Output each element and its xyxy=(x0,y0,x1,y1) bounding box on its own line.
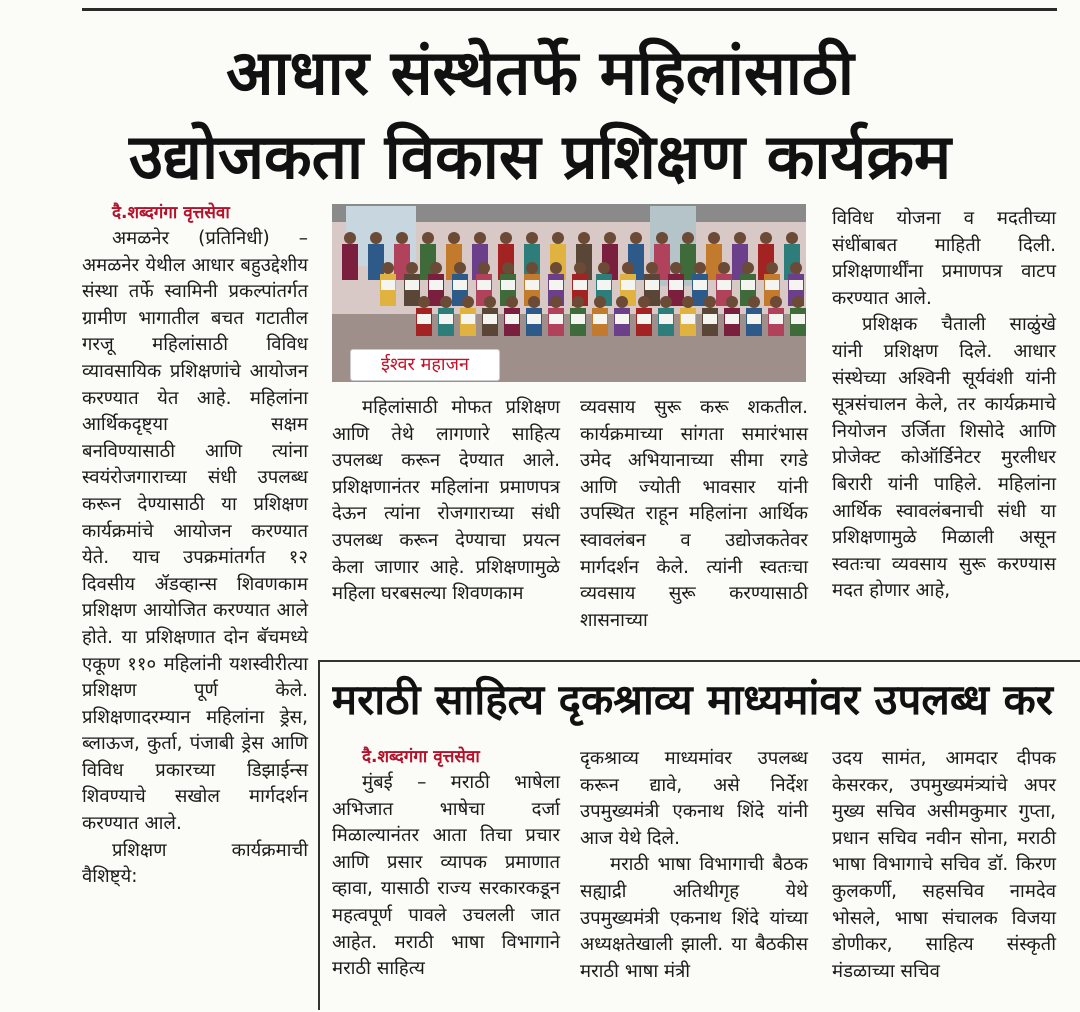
article2-column-1 xyxy=(332,746,560,983)
headline-line-2: उद्योजकता विकास प्रशिक्षण कार्यक्रम xyxy=(128,120,952,193)
top-rule xyxy=(82,8,1057,11)
article2-top-rule xyxy=(318,660,1080,662)
article2-col3-paragraph: उदय सामंत, आमदार दीपक केसरकर, उपमुख्यमंत्र्यांचे अपर मुख्य सचिव असीमकुमार गुप्ता, प्रधान सचिव नवीन सोना, मराठी भाषा विभागाचे सचिव डॉ. किरण कुलकर्णी, सहसचिव नामदेव भोसले, भाषा संचालक विजया डोणीकर, साहित्य संस्कृती मंडळाच्या सचिव xyxy=(832,748,1056,982)
article1-col2-paragraph: महिलांसाठी मोफत प्रशिक्षण आणि तेथे लागणारे साहित्य उपलब्ध करून देण्यात आले. प्रशिक्षणानंतर महिलांना प्रमाणपत्र देऊन त्यांना रोजगाराच्या संधी उपलब्ध करून देण्याचा प्रयत्न केला जाणार आहे. प्रशिक्षणामुळे महिला घरबसल्या शिवणकाम xyxy=(332,397,560,605)
article2-col1-paragraph: मुंबई – मराठी भाषेला अभिजात भाषेचा दर्जा मिळाल्यानंतर आता तिचा प्रचार आणि प्रसार व्यापक प्रमाणात व्हावा, यासाठी राज्य सरकारकडून महत्वपूर्ण पावले उचलली जात आहेत. मराठी भाषा विभागाने मराठी साहित्य xyxy=(332,772,560,980)
article1-column-4 xyxy=(832,206,1056,605)
article2-column-2 xyxy=(580,746,808,985)
article1-col4-paragraph-2: प्रशिक्षक चैताली साळुंखे यांनी प्रशिक्षण दिले. आधार संस्थेच्या अश्विनी सूर्यवंशी यांनी सूत्रसंचालन केले, तर कार्यक्रमाचे नियोजन उर्जिता शिसोदे आणि प्रोजेक्ट कोऑर्डिनेटर मुरलीधर बिरारी यांनी पाहिले. महिलांना आर्थिक स्वावलंबनाची संधी या प्रशिक्षणामुळे मिळाली असून स्वतःचा व्यवसाय सुरू करण्यास मदत होणार आहे, xyxy=(832,314,1056,602)
photo-caption: ईश्वर महाजन xyxy=(350,349,500,381)
article2-col2-paragraph-1: दृकश्राव्य माध्यमांवर उपलब्ध करून द्यावे, असे निर्देश उपमुख्यमंत्री एकनाथ शिंदे यांनी आज येथे दिले. xyxy=(580,748,808,849)
article1-column-3 xyxy=(580,395,808,634)
article1-col1-paragraph-2: प्रशिक्षण कार्यक्रमाची वैशिष्ट्ये: xyxy=(82,839,308,888)
article1-col1-paragraph-1: अमळनेर (प्रतिनिधी) – अमळनेर येथील आधार बहुउद्देशीय संस्था तर्फे स्वामिनी प्रकल्पांतर्गत ग्रामीण भागातील बचत गटातील गरजू महिलांसाठी विविध व्यावसायिक प्रशिक्षणांचे आयोजन करण्यात येत आहे. महिलांना आर्थिकदृष्ट्या सक्षम बनविण्यासाठी आणि त्यांना स्वयंरोजगाराच्या संधी उपलब्ध करून देण्यासाठी या प्रशिक्षण कार्यक्रमांचे आयोजन करण्यात येते. याच उपक्रमांतर्गत १२ दिवसीय ॲडव्हान्स शिवणकाम प्रशिक्षण आयोजित करण्यात आले होते. या प्रशिक्षणात दोन बॅचमध्ये एकूण ११० महिलांनी यशस्वीरीत्या प्रशिक्षण पूर्ण केले. प्रशिक्षणादरम्यान महिलांना ड्रेस, ब्लाऊज, कुर्ता, पंजाबी ड्रेस आणि विविध प्रकारच्या डिझाईन्स शिवण्याचे सखोल मार्गदर्शन करण्यात आले. xyxy=(82,228,308,835)
article2-byline: दै.शब्दगंगा वृत्तसेवा xyxy=(362,747,480,767)
article2-headline: मराठी साहित्य दृकश्राव्य माध्यमांवर उपलब्ध कर xyxy=(332,675,1053,724)
article1-byline: दै.शब्दगंगा वृत्तसेवा xyxy=(112,203,230,223)
article1-column-2 xyxy=(332,395,560,608)
article2-col2-paragraph-2: मराठी भाषा विभागाची बैठक सह्याद्री अतिथीगृह येथे उपमुख्यमंत्री एकनाथ शिंदे यांच्या अध्यक्षतेखाली झाली. या बैठकीस मराठी भाषा मंत्री xyxy=(580,854,808,982)
article2-column-3 xyxy=(832,746,1056,985)
article1-column-1 xyxy=(82,202,308,891)
article2-left-rule xyxy=(318,660,320,1010)
article1-col4-paragraph-1: विविध योजना व मदतीच्या संधींबाबत माहिती दिली. प्रशिक्षणार्थींना प्रमाणपत्र वाटप करण्यात आले. xyxy=(832,208,1056,309)
headline-line-1: आधार संस्थेतर्फे महिलांसाठी xyxy=(226,36,854,109)
article1-col3-paragraph: व्यवसाय सुरू करू शकतील. कार्यक्रमाच्या सांगता समारंभास उमेद अभियानाच्या सीमा रगडे आणि ज्योती भावसार यांनी उपस्थित राहून महिलांना आर्थिक स्वावलंबन व उद्योजकतेवर मार्गदर्शन केले. त्यांनी स्वतःचा व्यवसाय सुरू करण्यासाठी शासनाच्या xyxy=(580,397,808,631)
